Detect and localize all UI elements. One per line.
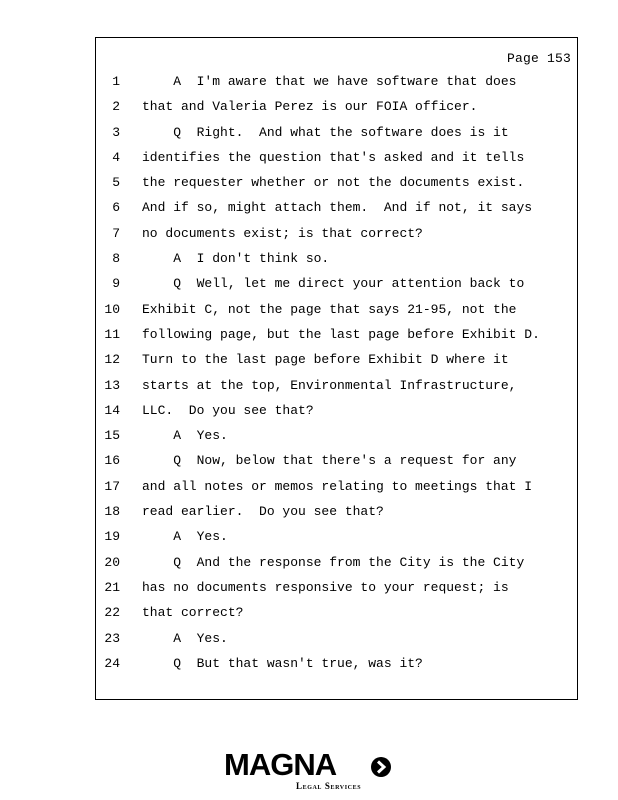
transcript-line xyxy=(96,352,577,377)
line-number: 1 xyxy=(112,74,120,89)
line-text: Q Right. And what the software does is it xyxy=(142,124,509,140)
transcript-line xyxy=(96,529,577,554)
transcript-line xyxy=(96,656,577,681)
line-number: 21 xyxy=(104,579,120,595)
transcript-lines xyxy=(96,74,577,681)
line-text: starts at the top, Environmental Infrastructure, xyxy=(142,377,517,393)
line-number: 10 xyxy=(104,301,120,317)
line-number: 2 xyxy=(112,99,120,115)
line-text: following page, but the last page before Exhibit D. xyxy=(142,326,540,342)
line-text: Exhibit C, not the page that says 21-95, not the xyxy=(142,301,517,317)
line-number: 23 xyxy=(104,630,120,646)
line-text: And if so, might attach them. And if not, it says xyxy=(142,200,533,216)
transcript-line xyxy=(96,428,577,453)
line-text: Q Well, let me direct your attention back to xyxy=(142,276,525,292)
magna-logo xyxy=(224,748,394,792)
line-text: Q And the response from the City is the City xyxy=(142,554,525,570)
transcript-line xyxy=(96,580,577,605)
line-number: 6 xyxy=(112,200,120,216)
line-text: read earlier. Do you see that? xyxy=(142,504,384,520)
chevron-right-circle-icon xyxy=(370,756,392,778)
line-number: 24 xyxy=(104,655,120,671)
transcript-line xyxy=(96,327,577,352)
line-number: 14 xyxy=(104,402,120,418)
transcript-line xyxy=(96,150,577,175)
logo-subtitle: Legal Services xyxy=(296,781,362,791)
line-number: 9 xyxy=(112,276,120,292)
line-number: 7 xyxy=(112,225,120,241)
line-number: 8 xyxy=(112,251,120,267)
line-text: Turn to the last page before Exhibit D where it xyxy=(142,352,509,368)
line-text: has no documents responsive to your request; is xyxy=(142,579,509,595)
line-text: A Yes. xyxy=(142,428,228,444)
line-number: 4 xyxy=(112,149,120,165)
line-text: that and Valeria Perez is our FOIA officer. xyxy=(142,99,478,115)
line-text: LLC. Do you see that? xyxy=(142,402,314,418)
line-text: no documents exist; is that correct? xyxy=(142,225,423,241)
line-text: Q But that wasn't true, was it? xyxy=(142,655,423,671)
transcript-line xyxy=(96,479,577,504)
line-number: 20 xyxy=(104,554,120,570)
line-number: 3 xyxy=(112,124,120,140)
transcript-line xyxy=(96,378,577,403)
line-text: identifies the question that's asked and it tells xyxy=(142,149,525,165)
line-number: 11 xyxy=(104,326,120,342)
line-number: 17 xyxy=(104,478,120,494)
transcript-line xyxy=(96,605,577,630)
page-number: Page 153 xyxy=(506,51,571,66)
line-text: Q Now, below that there's a request for any xyxy=(142,453,517,469)
line-number: 13 xyxy=(104,377,120,393)
transcript-line xyxy=(96,74,577,99)
line-text: and all notes or memos relating to meetings that I xyxy=(142,478,533,494)
line-number: 18 xyxy=(104,504,120,520)
line-number: 15 xyxy=(104,428,120,444)
transcript-line xyxy=(96,276,577,301)
transcript-line xyxy=(96,631,577,656)
line-number: 5 xyxy=(112,175,120,191)
transcript-line xyxy=(96,555,577,580)
transcript-line xyxy=(96,251,577,276)
transcript-line xyxy=(96,403,577,428)
line-number: 19 xyxy=(104,529,120,545)
line-text: A Yes. xyxy=(142,529,228,545)
transcript-line xyxy=(96,200,577,225)
transcript-line xyxy=(96,175,577,200)
transcript-line xyxy=(96,453,577,478)
transcript-line xyxy=(96,504,577,529)
logo-wordmark: MAGNA xyxy=(224,747,337,782)
line-text: the requester whether or not the documents exist. xyxy=(142,175,525,191)
transcript-line xyxy=(96,226,577,251)
transcript-line xyxy=(96,99,577,124)
line-text: A I'm aware that we have software that does xyxy=(142,74,517,89)
line-text: A Yes. xyxy=(142,630,228,646)
line-number: 16 xyxy=(104,453,120,469)
transcript-line xyxy=(96,125,577,150)
line-number: 22 xyxy=(104,605,120,621)
line-text: that correct? xyxy=(142,605,244,621)
line-number: 12 xyxy=(104,352,120,368)
transcript-page xyxy=(95,37,578,700)
line-text: A I don't think so. xyxy=(142,251,330,267)
transcript-line xyxy=(96,302,577,327)
